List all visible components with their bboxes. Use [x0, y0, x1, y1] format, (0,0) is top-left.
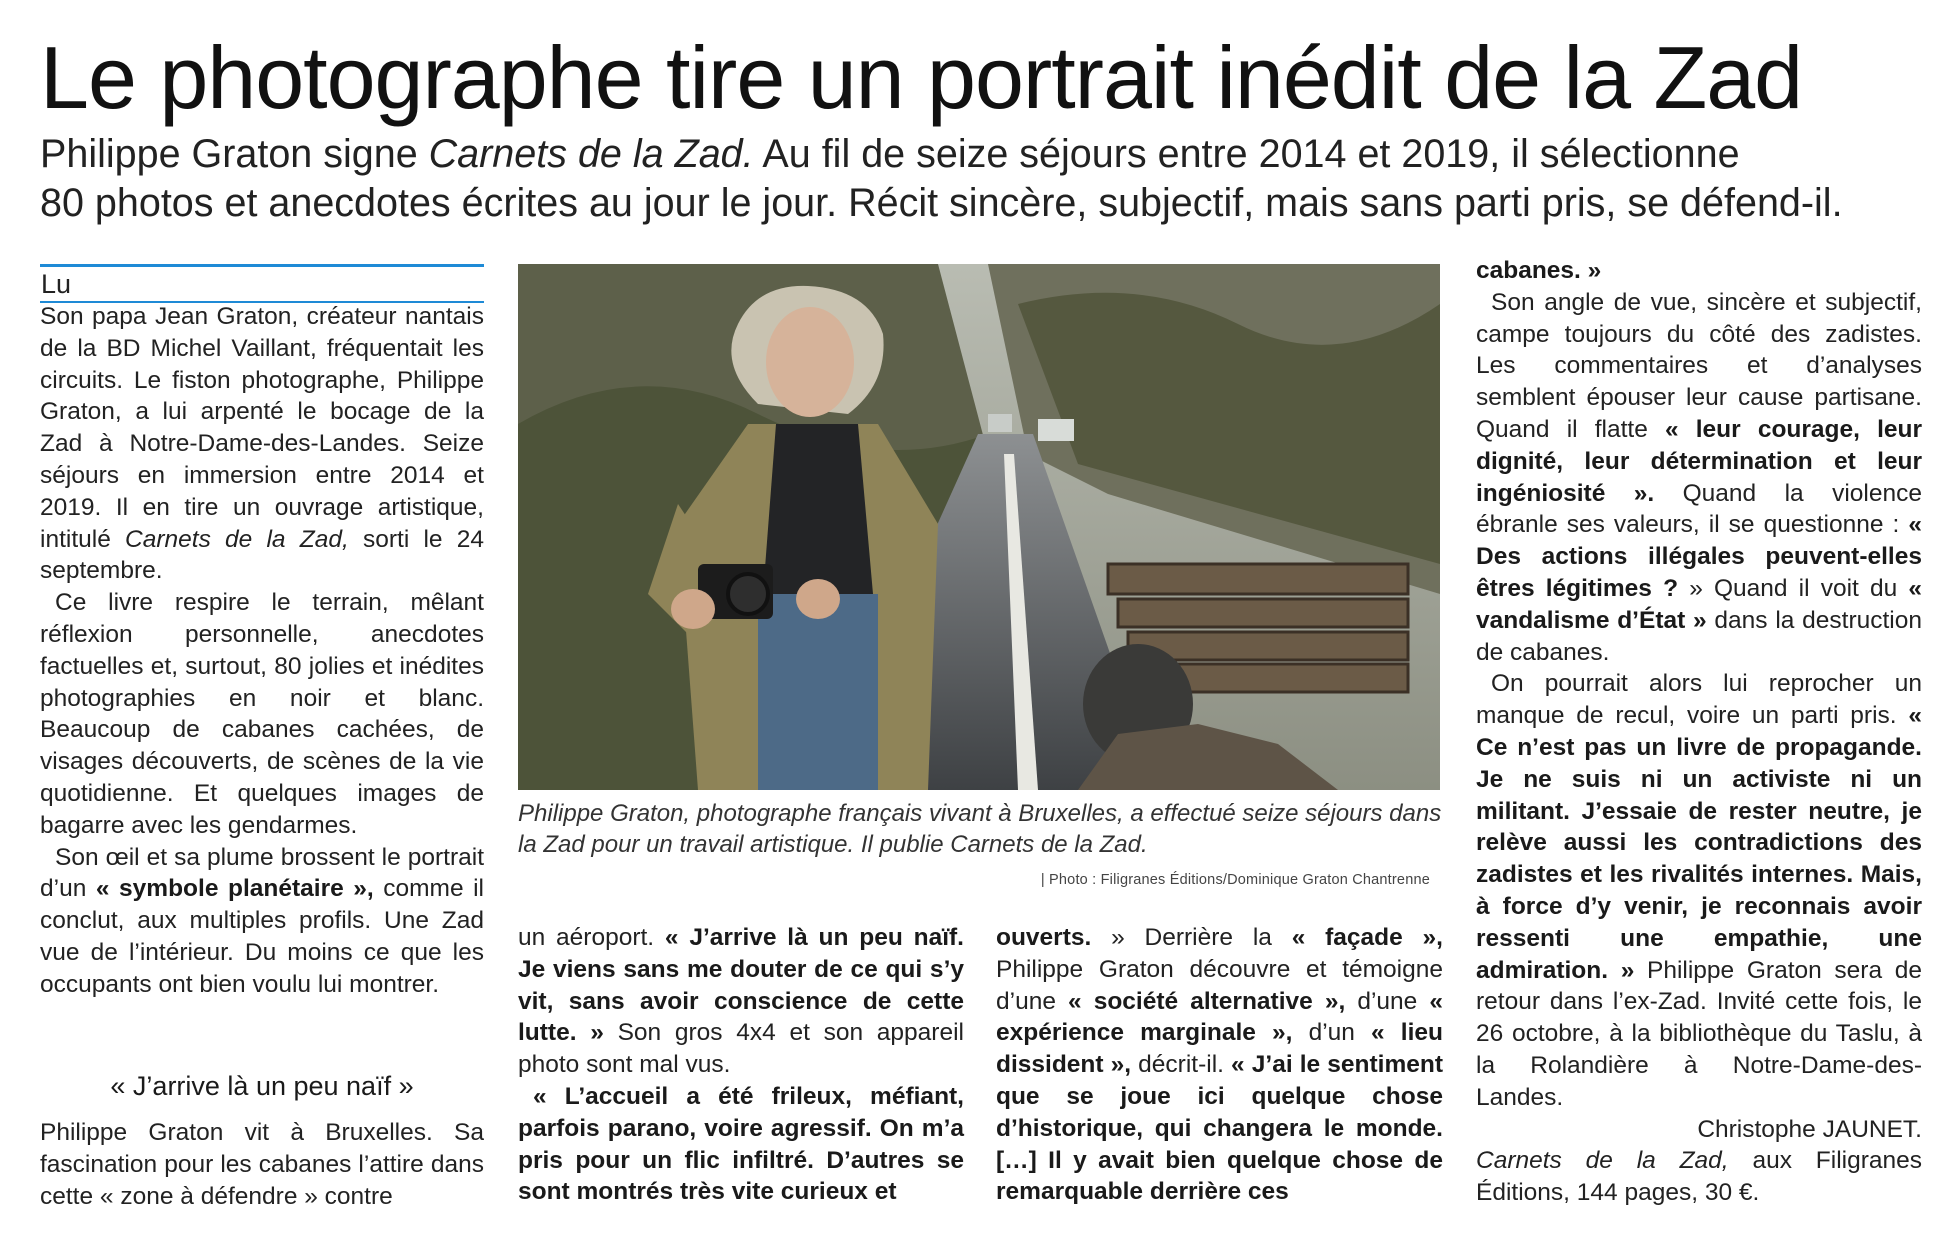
paragraph [518, 922, 964, 1081]
quote: « J’arrive là un peu naïf. Je viens sans me douter de ce qui s’y vit, sans avoir conscience de cette lutte. » [518, 924, 964, 1047]
text: Son angle de vue, sincère et subjectif, campe toujours du côté des zadistes. Les commentaires et d’analyses semblent épouser leur cause partisane. Quand il flatte [1476, 288, 1922, 443]
text: aux Filigranes Éditions, 144 pages, 30 €. [1476, 1147, 1922, 1207]
quote: « L’accueil a été frileux, méfiant, parfois parano, voire agressif. On m’a pris pour un flic infiltré. D’autres se sont montrés très vite curieux et [518, 1082, 964, 1206]
photo-credit: | Photo : Filigranes Éditions/Dominique Graton Chantrenne [1040, 872, 1430, 888]
text: Son papa Jean Graton, créateur nantais de la BD Michel Vaillant, fréquentait les circuits. Le fiston photographe, Philippe Graton, a lui arpenté le bocage de la Zad à Notre-Dame-des-Landes. Seize séjours en immersion entre 2014 et 2019. Il en tire un ouvrage artistique, intitulé [40, 303, 484, 553]
text: Philippe Graton découvre et témoigne d’une [996, 955, 1443, 1015]
text: d’un [1292, 1019, 1372, 1047]
deck-book-title: Carnets de la Zad. [428, 132, 754, 176]
paragraph [40, 301, 484, 587]
quote: ouverts. [996, 924, 1092, 951]
deck-text: Philippe Graton signe [40, 132, 429, 176]
rubric [40, 264, 484, 303]
quote: « Ce n’est pas un livre de propagande. Je ne suis ni un activiste ni un militant. J’essaie de rester neutre, je relève aussi les contradictions des zadistes et les rivalités internes. Mais, à force d’y venir, je reconnais avoir ressenti une empathie, une admiration. » [1476, 702, 1922, 984]
author-signature: Christophe JAUNET. [1697, 1115, 1922, 1143]
text: » Quand il voit du [1678, 574, 1909, 602]
text: comme il conclut, aux multiples profils. Une Zad vue de l’intérieur. Du moins ce que les occupants ont bien voulu lui montrer. [40, 875, 484, 998]
deck-text-2: Au fil de seize séjours entre 2014 et 2019, il sélectionne [753, 132, 1740, 176]
text: dans la destruction de cabanes. [1476, 606, 1922, 666]
text: On pourrait alors lui reprocher un manque de recul, voire un parti pris. [1476, 670, 1922, 730]
paragraph [996, 922, 1443, 1208]
paragraph: Philippe Graton vit à Bruxelles. Sa fascination pour les cabanes l’attire dans cette « zone à défendre » contre [40, 1119, 484, 1210]
text: décrit-il. [1131, 1051, 1232, 1079]
quote: « vandalisme d’État » [1476, 574, 1923, 634]
text: Son gros 4x4 et son appareil photo sont mal vus. [518, 1019, 964, 1079]
deck-line-2: 80 photos et anecdotes écrites au jour le jour. Récit sincère, subjectif, mais sans parti pris, se défend-il. [40, 181, 1843, 225]
book-title: Carnets de la Zad, [1476, 1147, 1729, 1175]
article-column-4 [1476, 255, 1922, 1209]
paragraph [40, 842, 484, 1001]
paragraph: Ce livre respire le terrain, mêlant réflexion personnelle, anecdotes factuelles et, surtout, 80 jolies et inédites photographies en noir et blanc. Beaucoup de cabanes cachées, de visages découverts, de scènes de la vie quotidienne. Et quelques images de bagarre avec les gendarmes. [40, 589, 484, 839]
text: un aéroport. [518, 924, 665, 951]
article-column-3 [996, 922, 1443, 1208]
text: Philippe Graton sera de retour dans l’ex-Zad. Invité cette fois, le 26 octobre, à la bibliothèque du Taslu, à la Rolandière à Notre-Dame-des-Landes. [1476, 956, 1922, 1111]
quote: « lieu dissident », [996, 1019, 1443, 1079]
book-title: Carnets de la Zad, [125, 525, 349, 553]
photo-caption: Philippe Graton, photographe français vivant à Bruxelles, a effectué seize séjours dans la Zad pour un travail artistique. Il publie Carnets de la Zad. [518, 800, 1442, 858]
quote: « Des actions illégales peuvent-elles êtres légitimes ? [1476, 511, 1922, 602]
article-column-2 [518, 922, 964, 1208]
photo-illustration [518, 264, 1440, 790]
paragraph [518, 1081, 964, 1208]
subheading: « J’arrive là un peu naïf » [110, 1071, 414, 1101]
article-column-1 [40, 301, 484, 1001]
quote: « symbole planétaire », [95, 875, 374, 903]
article-column-1-end [40, 1117, 484, 1212]
deck [40, 130, 1880, 228]
text: Quand la violence ébranle ses valeurs, il se questionne : [1476, 479, 1922, 539]
quote: « façade », [1291, 924, 1443, 951]
paragraph [1476, 287, 1922, 669]
headline: Le photographe tire un portrait inédit de la Zad [40, 28, 1803, 127]
text: » Derrière la [1091, 924, 1292, 951]
text: Son œil et sa plume brossent le portrait d’un [40, 843, 484, 903]
quote: « expérience marginale », [996, 987, 1443, 1047]
text: sorti le 24 septembre. [40, 525, 484, 585]
rubric-label: Lu [41, 269, 72, 299]
quote: cabanes. » [1476, 257, 1602, 284]
paragraph [1476, 668, 1922, 1113]
photo-portrait [518, 264, 1440, 790]
paragraph [1476, 255, 1922, 287]
quote: « société alternative », [1068, 987, 1346, 1015]
text: d’une [1345, 987, 1430, 1015]
quote: « leur courage, leur dignité, leur détermination et leur ingéniosité ». [1476, 415, 1923, 507]
quote: « J’ai le sentiment que se joue ici quelque chose d’historique, qui changera le monde. […] Il y avait bien quelque chose de remarquable derrière ces [996, 1051, 1443, 1206]
book-info [1476, 1145, 1922, 1209]
